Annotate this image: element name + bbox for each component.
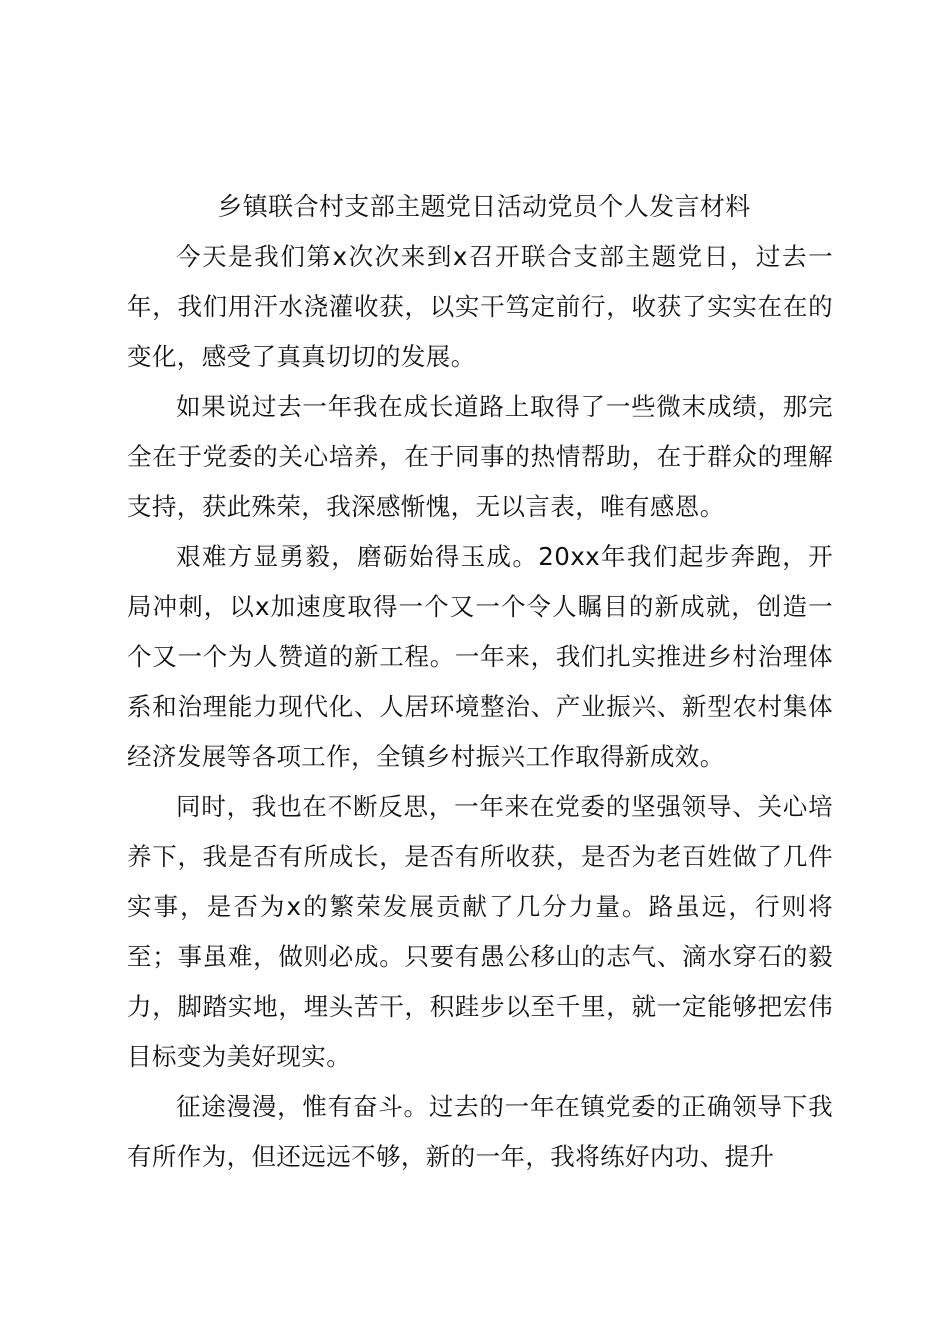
paragraph-2: 如果说过去一年我在成长道路上取得了一些微末成绩，那完全在于党委的关心培养，在于同事的热情帮助，在于群众的理解支持，获此殊荣，我深感惭愧，无以言表，唯有感恩。	[127, 392, 833, 521]
paragraph-4: 同时，我也在不断反思，一年来在党委的坚强领导、关心培养下，我是否有所成长，是否有所收获，是否为老百姓做了几件实事，是否为x的繁荣发展贡献了几分力量。路虽远，行则将至；事虽难，做则必成。只要有愚公移山的志气、滴水穿石的毅力，脚踏实地，埋头苦干，积跬步以至千里，就一定能够把宏伟目标变为美好现实。	[127, 792, 833, 1071]
document-body	[127, 182, 833, 1182]
document-title: 乡镇联合村支部主题党日活动党员个人发言材料	[217, 192, 751, 221]
paragraph-3: 艰难方显勇毅，磨砺始得玉成。20xx年我们起步奔跑，开局冲刺，以x加速度取得一个又一个令人瞩目的新成就，创造一个又一个为人赞道的新工程。一年来，我们扎实推进乡村治理体系和治理能力现代化、人居环境整治、产业振兴、新型农村集体经济发展等各项工作，全镇乡村振兴工作取得新成效。	[127, 542, 833, 771]
paragraph-1: 今天是我们第x次次来到x召开联合支部主题党日，过去一年，我们用汗水浇灌收获，以实干笃定前行，收获了实实在在的变化，感受了真真切切的发展。	[127, 242, 833, 371]
paragraph-5: 征途漫漫，惟有奋斗。过去的一年在镇党委的正确领导下我有所作为，但还远远不够，新的一年，我将练好内功、提升	[127, 1092, 833, 1171]
